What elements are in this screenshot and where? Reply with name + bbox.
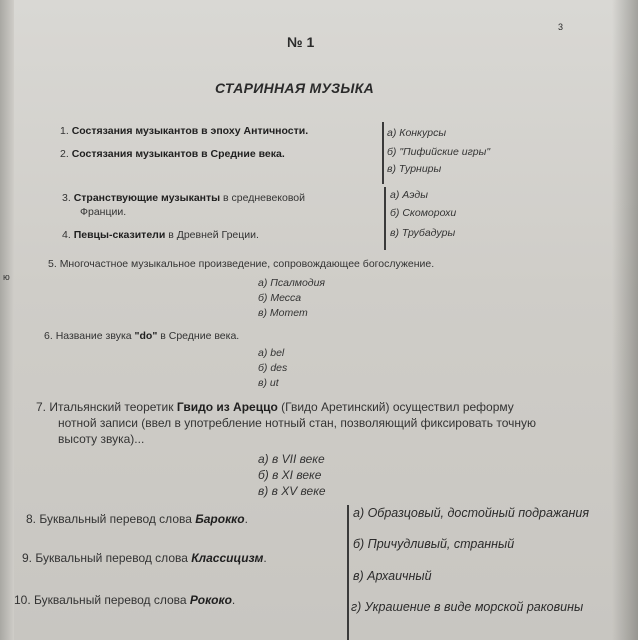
question-number: 4. xyxy=(62,229,71,241)
question-8 xyxy=(26,512,248,526)
question-term: Странствующие музыканты xyxy=(73,192,221,204)
question-9 xyxy=(22,551,267,565)
question-text: Название звука xyxy=(55,330,135,342)
option-3b: б) Причудливый, странный xyxy=(353,537,515,551)
question-3 xyxy=(62,192,305,204)
option-7a: а) в VII веке xyxy=(258,452,325,466)
question-term: Барокко xyxy=(195,512,245,526)
task-number: № 1 xyxy=(287,34,315,50)
question-7-line3: высоту звука)... xyxy=(58,432,145,446)
option-5b: б) Месса xyxy=(258,292,302,304)
question-5 xyxy=(48,258,434,270)
question-number: 10. xyxy=(14,593,31,607)
page-title: СТАРИННАЯ МУЗЫКА xyxy=(215,80,375,96)
page-right-shadow xyxy=(612,0,638,640)
question-text: Состязания музыкантов в Средние века. xyxy=(71,148,285,160)
option-1b: б) "Пифийские игры" xyxy=(387,146,491,158)
question-term: Певцы-сказители xyxy=(73,229,166,241)
question-text: Многочастное музыкальное произведение, сопровождающее богослужение. xyxy=(59,258,435,270)
question-text-end: . xyxy=(263,551,267,565)
question-term: Рококо xyxy=(189,593,232,607)
question-7-line2: нотной записи (ввел в употребление нотный стан, позволяющий фиксировать точную xyxy=(58,416,537,430)
question-text-end: . xyxy=(231,593,236,607)
divider-line xyxy=(384,187,386,250)
question-text-end: (Гвидо Аретинский) осуществил реформу xyxy=(277,400,514,414)
option-6a: а) bel xyxy=(258,347,285,359)
question-text: Итальянский теоретик xyxy=(49,400,177,414)
question-number: 6. xyxy=(44,330,53,342)
option-6b: б) des xyxy=(258,362,288,374)
question-number: 9. xyxy=(22,551,33,565)
question-text-end: . xyxy=(244,512,248,526)
question-number: 8. xyxy=(26,512,37,526)
question-term: "do" xyxy=(134,330,158,342)
option-1c: в) Турниры xyxy=(387,163,442,175)
page-left-edge xyxy=(0,0,14,640)
option-1a: а) Конкурсы xyxy=(387,127,447,139)
divider-line xyxy=(382,122,384,184)
question-text: Состязания музыкантов в эпоху Античности. xyxy=(71,125,309,137)
question-term: Классицизм xyxy=(191,551,264,565)
question-6 xyxy=(44,330,239,342)
option-3d: г) Украшение в виде морской раковины xyxy=(351,600,584,614)
option-3a: а) Образцовый, достойный подражания xyxy=(353,506,589,520)
question-number: 3. xyxy=(62,192,71,204)
margin-mark: ю xyxy=(3,272,10,282)
option-3c: в) Архаичный xyxy=(353,569,432,583)
divider-line xyxy=(347,505,349,640)
question-10 xyxy=(14,593,235,607)
option-6c: в) ut xyxy=(258,377,279,389)
question-number: 5. xyxy=(48,258,57,270)
option-5c: в) Мотет xyxy=(258,307,308,319)
question-text: Буквальный перевод слова xyxy=(34,593,190,607)
option-2b: б) Скоморохи xyxy=(390,207,457,219)
question-3-line2: Франции. xyxy=(80,206,127,218)
question-text: Буквальный перевод слова xyxy=(39,512,196,526)
question-term: Гвидо из Ареццо xyxy=(176,400,278,414)
question-2 xyxy=(60,148,285,160)
question-number: 2. xyxy=(60,148,69,160)
question-4 xyxy=(62,229,259,241)
question-number: 7. xyxy=(36,400,47,414)
question-text: Буквальный перевод слова xyxy=(35,551,192,565)
question-text: в Древней Греции. xyxy=(165,229,259,241)
option-2a: а) Аэды xyxy=(390,189,428,201)
page-number: 3 xyxy=(558,22,564,32)
question-text: в средневековой xyxy=(220,192,306,204)
option-7b: б) в XI веке xyxy=(258,468,322,482)
question-text-end: в Средние века. xyxy=(157,330,240,342)
question-1 xyxy=(60,125,308,137)
question-7 xyxy=(36,400,514,414)
question-number: 1. xyxy=(60,125,69,137)
option-2c: в) Трубадуры xyxy=(390,227,456,239)
option-7c: в) в XV веке xyxy=(258,484,326,498)
option-5a: а) Псалмодия xyxy=(258,277,326,289)
